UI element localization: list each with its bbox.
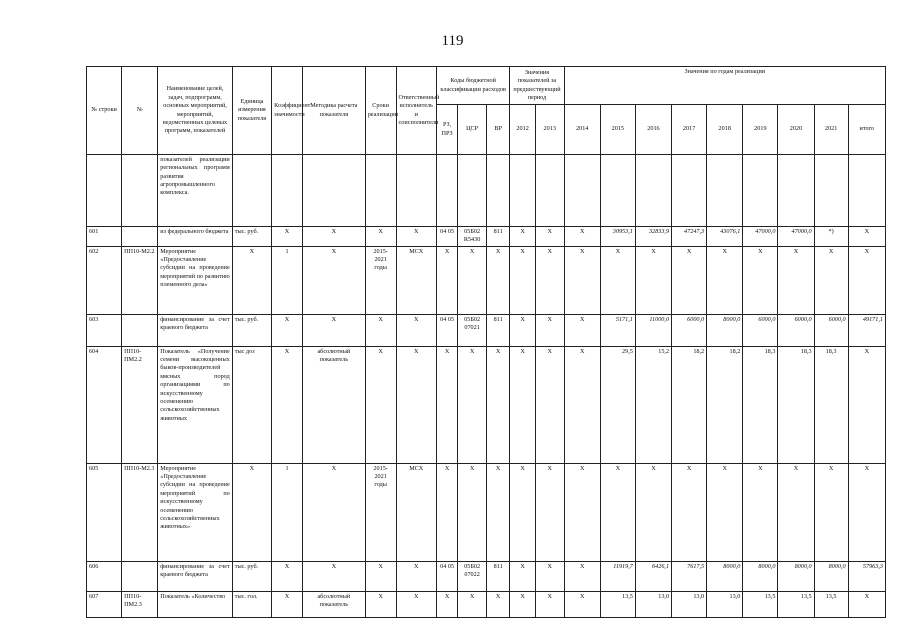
row-vr: X bbox=[486, 346, 509, 463]
row-name: финансирование за счет краевого бюджета bbox=[158, 561, 232, 591]
row-coef: X bbox=[272, 591, 303, 617]
row-executor: X bbox=[396, 346, 436, 463]
row-value-2013: X bbox=[535, 246, 564, 314]
row-csr: X bbox=[458, 346, 487, 463]
row-unit: тыс. руб. bbox=[232, 314, 271, 346]
row-value-2020: X bbox=[778, 463, 814, 561]
row-value-2021: 6000,0 bbox=[814, 314, 848, 346]
row-value-2021: 13,5 bbox=[814, 591, 848, 617]
row-value-2016: 6426,1 bbox=[635, 561, 671, 591]
row-rz: 04 05 bbox=[436, 314, 457, 346]
row-value-2015: X bbox=[600, 246, 635, 314]
row-name: из федерального бюджета bbox=[158, 227, 232, 247]
row-executor: X bbox=[396, 591, 436, 617]
row-value-2021: *) bbox=[814, 227, 848, 247]
header-2018: 2018 bbox=[707, 105, 743, 155]
row-value-2017: 13,0 bbox=[672, 591, 707, 617]
row-value-2015: 29,5 bbox=[600, 346, 635, 463]
row-rz: X bbox=[436, 591, 457, 617]
row-value-2015: 13,5 bbox=[600, 591, 635, 617]
row-coef: X bbox=[272, 314, 303, 346]
row-executor: X bbox=[396, 314, 436, 346]
row-value-2015: X bbox=[600, 463, 635, 561]
row-value-2018: 43076,1 bbox=[707, 227, 743, 247]
row-value-2014: X bbox=[564, 227, 600, 247]
row-unit: X bbox=[232, 463, 271, 561]
table-row bbox=[87, 155, 886, 227]
row-value-2013: X bbox=[535, 346, 564, 463]
row-value-2012: X bbox=[510, 346, 536, 463]
row-value-2021: 8000,0 bbox=[814, 561, 848, 591]
header-years: Значения по годам реализации bbox=[564, 67, 885, 105]
row-rz: 04 05 bbox=[436, 227, 457, 247]
row-unit: тыс. руб. bbox=[232, 227, 271, 247]
row-vr: X bbox=[486, 246, 509, 314]
row-total: X bbox=[848, 346, 885, 463]
header-terms: Сроки реализации bbox=[365, 67, 396, 155]
row-value-2020: 13,5 bbox=[778, 591, 814, 617]
row-csr: X bbox=[458, 591, 487, 617]
header-2012: 2012 bbox=[510, 105, 536, 155]
row-value-2016: 32833,9 bbox=[635, 227, 671, 247]
row-value-2016: 11000,0 bbox=[635, 314, 671, 346]
row-vr: X bbox=[486, 591, 509, 617]
row-value-2012: X bbox=[510, 591, 536, 617]
header-rz: РЗ, ПРЗ bbox=[436, 105, 457, 155]
row-method: X bbox=[302, 314, 365, 346]
row-coef: X bbox=[272, 346, 303, 463]
row-value-2021: X bbox=[814, 246, 848, 314]
row-number: 601 bbox=[87, 227, 122, 247]
table-row bbox=[87, 227, 886, 247]
header-no: № bbox=[122, 67, 158, 155]
row-value-2013: X bbox=[535, 591, 564, 617]
row-number: 603 bbox=[87, 314, 122, 346]
row-code: ПП10-ПМ2.3 bbox=[122, 591, 158, 617]
row-method: абсолютный показатель bbox=[302, 591, 365, 617]
row-value-2012: X bbox=[510, 246, 536, 314]
row-rz: X bbox=[436, 346, 457, 463]
header-2014: 2014 bbox=[564, 105, 600, 155]
row-value-2012: X bbox=[510, 561, 536, 591]
row-executor: X bbox=[396, 227, 436, 247]
header-prev-period: Значения показателей за предшествующий период bbox=[510, 67, 564, 105]
row-value-2017: 47247,3 bbox=[672, 227, 707, 247]
row-value-2018: 8000,0 bbox=[707, 314, 743, 346]
row-csr: 05Б02 07022 bbox=[458, 561, 487, 591]
row-code: ПП10-ПМ2.2 bbox=[122, 346, 158, 463]
header-2019: 2019 bbox=[743, 105, 778, 155]
table-row bbox=[87, 591, 886, 617]
row-value-2014: X bbox=[564, 314, 600, 346]
row-vr: 811 bbox=[486, 314, 509, 346]
row-method: X bbox=[302, 227, 365, 247]
row-csr: 05Б02 R5430 bbox=[458, 227, 487, 247]
row-value-2012: X bbox=[510, 463, 536, 561]
row-method: X bbox=[302, 246, 365, 314]
row-value-2020: X bbox=[778, 246, 814, 314]
row-value-2014: X bbox=[564, 561, 600, 591]
row-rz: 04 05 bbox=[436, 561, 457, 591]
row-code bbox=[122, 561, 158, 591]
row-executor: МСХ bbox=[396, 463, 436, 561]
row-value-2019: 6000,0 bbox=[743, 314, 778, 346]
row-value-2020: 6000,0 bbox=[778, 314, 814, 346]
header-2016: 2016 bbox=[635, 105, 671, 155]
row-value-2018: 18,2 bbox=[707, 346, 743, 463]
row-number: 602 bbox=[87, 246, 122, 314]
row-value-2018: 13,0 bbox=[707, 591, 743, 617]
row-value-2016: X bbox=[635, 246, 671, 314]
row-rz: X bbox=[436, 463, 457, 561]
row-terms: X bbox=[365, 346, 396, 463]
table-row bbox=[87, 246, 886, 314]
header-2013: 2013 bbox=[535, 105, 564, 155]
row-value-2017: X bbox=[672, 463, 707, 561]
row-terms: X bbox=[365, 591, 396, 617]
header-2021: 2021 bbox=[814, 105, 848, 155]
header-method: Методика расчета показателя bbox=[302, 67, 365, 155]
table-row bbox=[87, 346, 886, 463]
header-csr: ЦСР bbox=[458, 105, 487, 155]
header-2020: 2020 bbox=[778, 105, 814, 155]
row-value-2015: 30953,1 bbox=[600, 227, 635, 247]
row-method: абсолютный показатель bbox=[302, 346, 365, 463]
row-value-2012: X bbox=[510, 227, 536, 247]
row-unit: тыс доз bbox=[232, 346, 271, 463]
row-terms: X bbox=[365, 227, 396, 247]
row-code: ПП10-М2.2 bbox=[122, 246, 158, 314]
row-total: 49171,1 bbox=[848, 314, 885, 346]
table-row bbox=[87, 561, 886, 591]
row-value-2021: X bbox=[814, 463, 848, 561]
row-total: X bbox=[848, 463, 885, 561]
header-name: Наименование целей, задач, подпрограмм, основных мероприятий, мероприятий, ведомственных целевых программ, показателей bbox=[158, 67, 232, 155]
header-unit: Единица измерения показателя bbox=[232, 67, 271, 155]
row-name: Показатель «Получение семени высокоценных быков-производителей мясных пород организациями по искусственному осеменению сельскохозяйственных животных bbox=[158, 346, 232, 463]
row-terms: 2015-2021 годы bbox=[365, 246, 396, 314]
header-budget-codes: Коды бюджетной классификации расходов bbox=[436, 67, 509, 105]
row-rz: X bbox=[436, 246, 457, 314]
row-value-2019: 13,5 bbox=[743, 591, 778, 617]
row-value-2014: X bbox=[564, 591, 600, 617]
row-code: ПП10-М2.3 bbox=[122, 463, 158, 561]
row-vr: 811 bbox=[486, 227, 509, 247]
row-value-2015: 5171,1 bbox=[600, 314, 635, 346]
row-value-2016: 15,2 bbox=[635, 346, 671, 463]
row-value-2019: 47000,0 bbox=[743, 227, 778, 247]
row-unit: X bbox=[232, 246, 271, 314]
row-value-2015: 11919,7 bbox=[600, 561, 635, 591]
row-name: Мероприятие «Предоставление субсидии на проведение мероприятий по искусственному осеменению сельскохозяйственных животных» bbox=[158, 463, 232, 561]
row-total: X bbox=[848, 227, 885, 247]
row-value-2019: 18,3 bbox=[743, 346, 778, 463]
row-code bbox=[122, 227, 158, 247]
row-value-2017: 7617,5 bbox=[672, 561, 707, 591]
row-value-2018: X bbox=[707, 463, 743, 561]
row-name: финансирование за счет краевого бюджета bbox=[158, 314, 232, 346]
row-number: 604 bbox=[87, 346, 122, 463]
row-name: Показатель «Количество bbox=[158, 591, 232, 617]
row-value-2014: X bbox=[564, 463, 600, 561]
row-value-2017: 18,2 bbox=[672, 346, 707, 463]
row-total: X bbox=[848, 246, 885, 314]
row-unit: тыс. руб. bbox=[232, 561, 271, 591]
header-executor: Ответственный исполнитель и соисполнители bbox=[396, 67, 436, 155]
row-terms: 2015-2021 годы bbox=[365, 463, 396, 561]
row-value-2014: X bbox=[564, 246, 600, 314]
row-value-2013: X bbox=[535, 463, 564, 561]
row-value-2018: 8000,0 bbox=[707, 561, 743, 591]
row-method: X bbox=[302, 463, 365, 561]
row-number: 606 bbox=[87, 561, 122, 591]
row-name: показателей реализации региональных программ развития агропромышленного комплекса. bbox=[158, 155, 232, 227]
row-terms: X bbox=[365, 314, 396, 346]
row-value-2013: X bbox=[535, 561, 564, 591]
row-csr: X bbox=[458, 246, 487, 314]
row-method: X bbox=[302, 561, 365, 591]
row-number: 607 bbox=[87, 591, 122, 617]
header-2017: 2017 bbox=[672, 105, 707, 155]
row-coef: X bbox=[272, 227, 303, 247]
row-value-2013: X bbox=[535, 314, 564, 346]
header-total: итого bbox=[848, 105, 885, 155]
row-csr: 05Б02 07021 bbox=[458, 314, 487, 346]
row-value-2020: 8000,0 bbox=[778, 561, 814, 591]
row-total: 57963,3 bbox=[848, 561, 885, 591]
row-value-2021: 18,3 bbox=[814, 346, 848, 463]
row-total: X bbox=[848, 591, 885, 617]
row-csr: X bbox=[458, 463, 487, 561]
page-number: 119 bbox=[441, 33, 464, 49]
row-value-2018: X bbox=[707, 246, 743, 314]
row-value-2017: 6000,0 bbox=[672, 314, 707, 346]
row-terms: X bbox=[365, 561, 396, 591]
row-value-2019: X bbox=[743, 463, 778, 561]
row-coef: 1 bbox=[272, 463, 303, 561]
row-value-2019: 8000,0 bbox=[743, 561, 778, 591]
header-coef: Коэффициент значимости bbox=[272, 67, 303, 155]
header-vr: ВР bbox=[486, 105, 509, 155]
row-value-2017: X bbox=[672, 246, 707, 314]
table-row bbox=[87, 463, 886, 561]
row-value-2016: X bbox=[635, 463, 671, 561]
row-value-2012: X bbox=[510, 314, 536, 346]
row-coef: X bbox=[272, 561, 303, 591]
row-value-2013: X bbox=[535, 227, 564, 247]
row-value-2020: 47000,0 bbox=[778, 227, 814, 247]
row-executor: МСХ bbox=[396, 246, 436, 314]
header-2015: 2015 bbox=[600, 105, 635, 155]
row-unit: тыс. гол. bbox=[232, 591, 271, 617]
row-value-2016: 13,0 bbox=[635, 591, 671, 617]
row-coef: 1 bbox=[272, 246, 303, 314]
row-vr: X bbox=[486, 463, 509, 561]
row-executor: X bbox=[396, 561, 436, 591]
row-name: Мероприятие «Предоставление субсидии на проведение мероприятий по развитию племенного дела» bbox=[158, 246, 232, 314]
row-value-2014: X bbox=[564, 346, 600, 463]
table-row bbox=[87, 314, 886, 346]
row-vr: 811 bbox=[486, 561, 509, 591]
row-number: 605 bbox=[87, 463, 122, 561]
row-value-2019: X bbox=[743, 246, 778, 314]
row-value-2020: 18,3 bbox=[778, 346, 814, 463]
row-code bbox=[122, 314, 158, 346]
header-row-no: № строки bbox=[87, 67, 122, 155]
program-table bbox=[86, 66, 886, 618]
